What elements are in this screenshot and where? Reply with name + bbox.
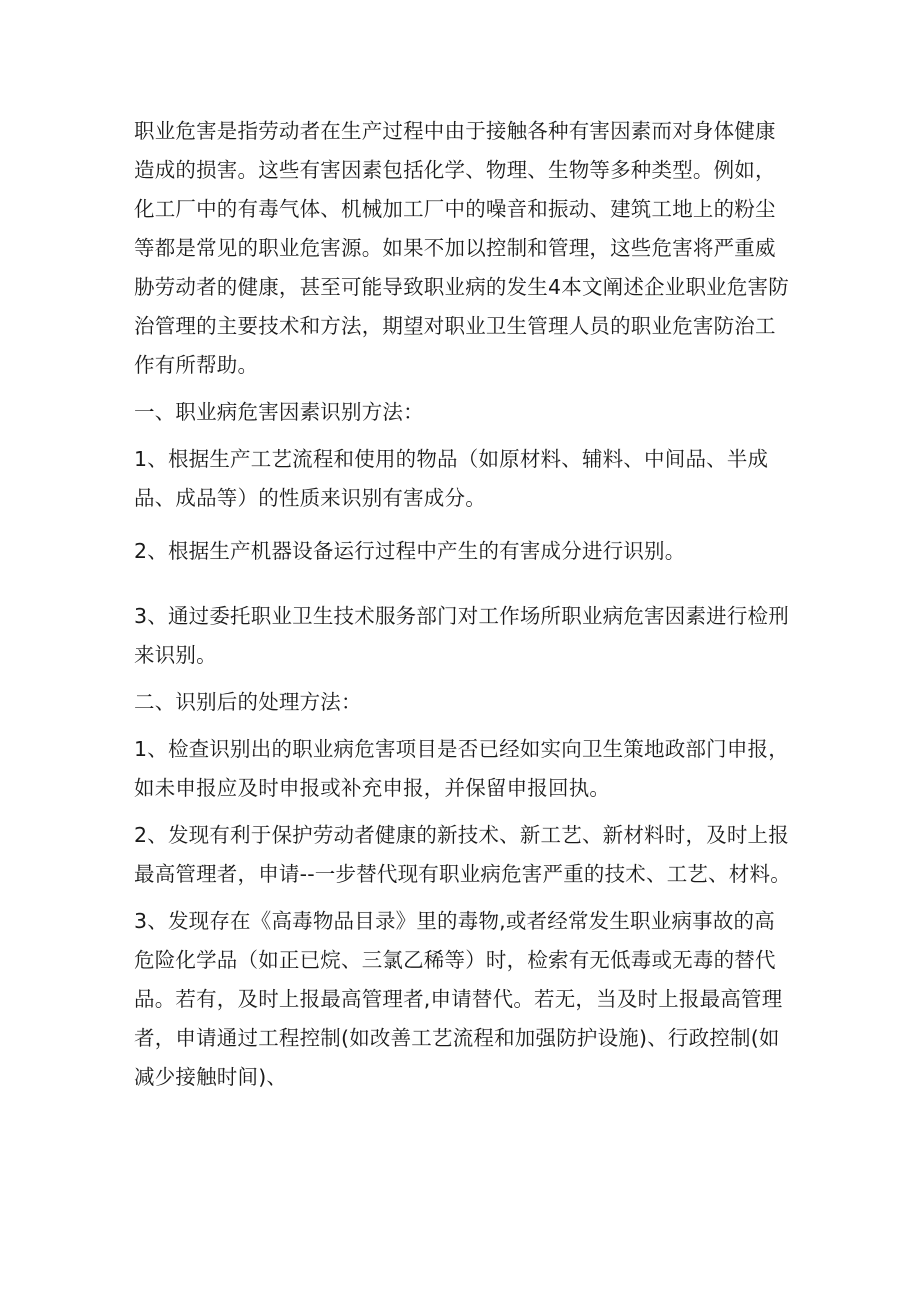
list-item: 3、通过委托职业卫生技术服务部门对工作场所职业病危害因素进行检刑来识别。	[134, 604, 789, 667]
section-heading-identification: 一、职业病危害因素识别方法：	[134, 400, 424, 424]
list-item: 2、根据生产机器设备运行过程中产生的有害成分进行识别。	[134, 539, 686, 563]
list-item: 2、发现有利于保护劳动者健康的新技术、新工艺、新材料时，及时上报最高管理者，申请--一步替代现有职业病危害严重的技术、工艺、材料。	[134, 823, 791, 886]
document-body	[134, 112, 794, 1097]
list-item: 1、根据生产工艺流程和使用的物品（如原材料、辅料、中间品、半成品、成品等）的性质来识别有害成分。	[134, 447, 769, 510]
list-item: 1、检查识别出的职业病危害项目是否已经如实向卫生策地政部门申报，如未申报应及时申报或补充申报，并保留申报回执。	[134, 737, 789, 800]
list-item: 3、发现存在《高毒物品目录》里的毒物,或者经常发生职业病事故的高危险化学品（如正已烷、三氯乙稀等）时，检索有无低毒或无毒的替代品。若有，及时上报最高管理者,申请替代。若无，当及时上报最高管理者，申请通过工程控制(如改善工艺流程和加强防护设施)、行政控制(如减少接触时间)、	[134, 909, 783, 1089]
section-heading-handling: 二、识别后的处理方法：	[134, 690, 362, 714]
intro-paragraph: 职业危害是指劳动者在生产过程中由于接触各种有害因素而对身体健康造成的损害。这些有害因素包括化学、物理、生物等多种类型。例如，化工厂中的有毒气体、机械加工厂中的噪音和振动、建筑工地上的粉尘等都是常见的职业危害源。如果不加以控制和管理，这些危害将严重威胁劳动者的健康，甚至可能导致职业病的发生4本文阐述企业职业危害防治管理的主要技术和方法，期望对职业卫生管理人员的职业危害防治工作有所帮助。	[134, 119, 789, 377]
